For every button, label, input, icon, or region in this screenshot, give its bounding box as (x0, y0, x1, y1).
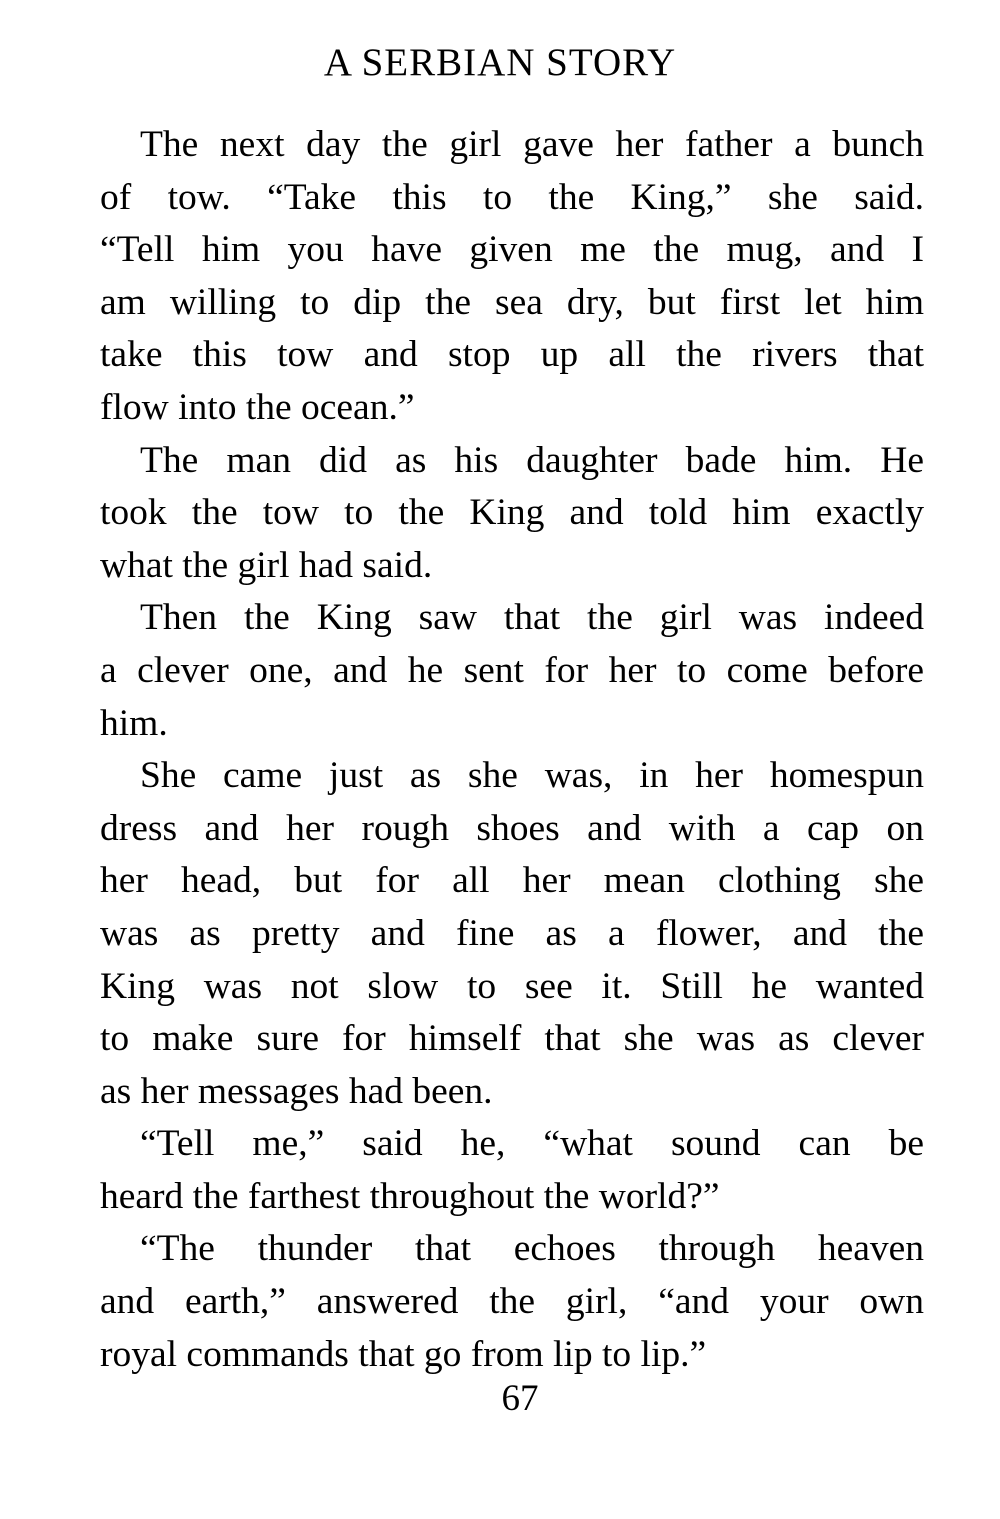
text-line: him. (100, 702, 168, 744)
text-line: of tow. “Take this to the King,” she said. (100, 176, 924, 218)
text-line: and earth,” answered the girl, “and your own (100, 1281, 924, 1323)
running-head: A SERBIAN STORY (323, 41, 677, 84)
text-line: “Tell me,” said he, “what sound can be (140, 1123, 924, 1165)
text-line: to make sure for himself that she was as clever (100, 1018, 924, 1060)
text-line: take this tow and stop up all the rivers that (100, 334, 924, 376)
text-line: The man did as his daughter bade him. He (140, 439, 924, 481)
text-line: heard the farthest throughout the world?” (100, 1175, 720, 1217)
text-line: am willing to dip the sea dry, but first let him (100, 281, 924, 323)
text-line: what the girl had said. (100, 544, 433, 586)
text-line: as her messages had been. (100, 1070, 493, 1112)
text-line: flow into the ocean.” (100, 386, 415, 428)
text-line: was as pretty and fine as a flower, and the (100, 912, 924, 954)
text-line: took the tow to the King and told him exactly (100, 492, 924, 534)
text-line: “Tell him you have given me the mug, and I (100, 229, 924, 271)
body-text (100, 119, 924, 1381)
text-line: Then the King saw that the girl was indeed (140, 597, 924, 639)
page-number: 67 (501, 1378, 539, 1419)
text-line: The next day the girl gave her father a bunch (140, 124, 924, 165)
text-line: She came just as she was, in her homespun (140, 755, 924, 797)
text-line: King was not slow to see it. Still he wanted (100, 965, 924, 1007)
text-line: “The thunder that echoes through heaven (140, 1228, 924, 1270)
text-line: her head, but for all her mean clothing she (100, 860, 924, 902)
text-line: dress and her rough shoes and with a cap on (100, 807, 924, 849)
text-line: royal commands that go from lip to lip.” (100, 1333, 707, 1375)
text-line: a clever one, and he sent for her to come before (100, 649, 924, 691)
